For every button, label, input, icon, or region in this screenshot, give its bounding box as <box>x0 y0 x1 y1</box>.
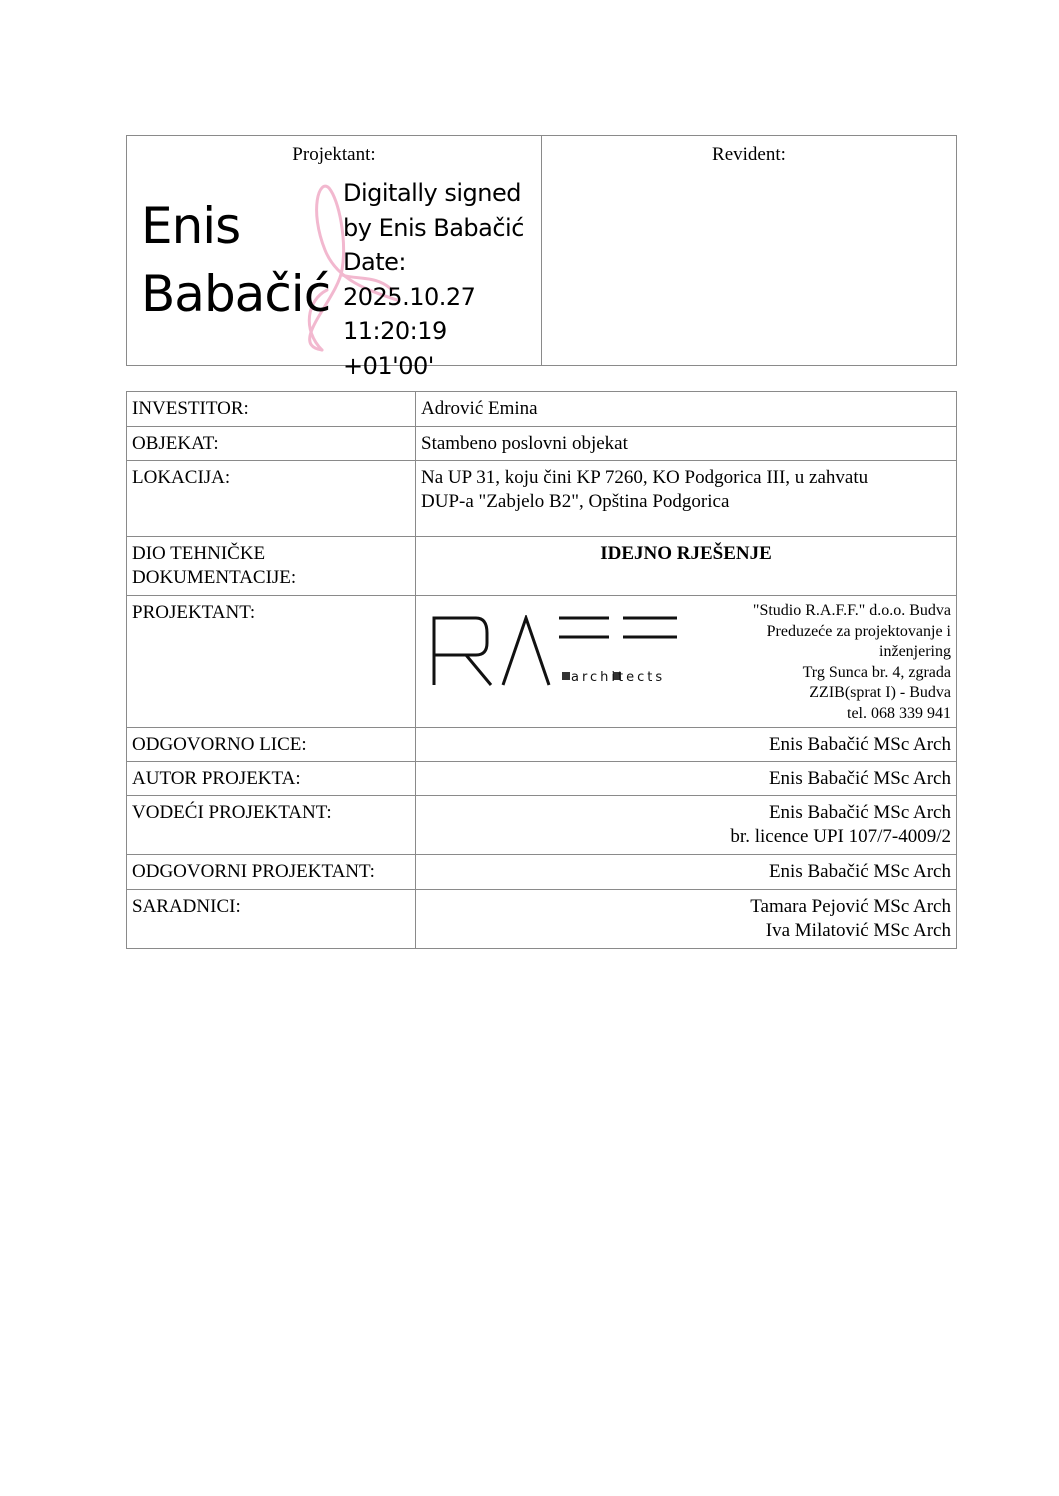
signature-line: Date: <box>343 248 406 276</box>
company-line: ZZIB(sprat I) - Budva <box>809 684 951 701</box>
label-investitor: INVESTITOR: <box>127 392 416 427</box>
table-row-investitor <box>127 392 957 427</box>
table-row-vodeci <box>127 796 957 855</box>
label-odgovorno-lice: ODGOVORNO LICE: <box>127 728 416 762</box>
table-row-objekat <box>127 427 957 461</box>
label-projektant: PROJEKTANT: <box>127 596 416 728</box>
value-vodeci-line2: br. licence UPI 107/7-4009/2 <box>730 826 951 847</box>
label-objekat: OBJEKAT: <box>127 427 416 461</box>
company-line: Trg Sunca br. 4, zgrada <box>802 663 951 681</box>
value-objekat: Stambeno poslovni objekat <box>416 427 957 461</box>
company-line: "Studio R.A.F.F." d.o.o. Budva <box>752 602 951 619</box>
label-odgovorni: ODGOVORNI PROJEKTANT: <box>127 855 416 890</box>
table-row-projektant <box>127 596 957 728</box>
logo-sub: architects <box>571 670 666 685</box>
value-lokacija <box>416 461 957 537</box>
designer-signature-cell <box>127 136 542 380</box>
label-dio <box>127 537 416 596</box>
signature-details <box>343 176 541 383</box>
value-odgovorni: Enis Babačić MSc Arch <box>416 855 957 890</box>
signature-line: 11:20:19 +01'00' <box>343 317 447 380</box>
value-saradnici <box>416 890 957 949</box>
value-lokacija-line1: Na UP 31, koju čini KP 7260, KO Podgorica III, u zahvatu <box>421 467 869 488</box>
signature-line: by Enis Babačić <box>343 213 524 242</box>
signer-name <box>141 192 330 328</box>
label-autor: AUTOR PROJEKTA: <box>127 762 416 796</box>
designer-heading: Projektant: <box>292 144 376 165</box>
value-projektant <box>416 596 957 728</box>
company-line: tel. 068 339 941 <box>847 704 951 722</box>
label-dio-line1: DIO TEHNIČKE <box>132 543 266 564</box>
value-investitor: Adrović Emina <box>416 392 957 427</box>
value-saradnici-line2: Iva Milatović MSc Arch <box>765 920 951 941</box>
project-info-table <box>126 391 957 949</box>
value-lokacija-line2: DUP-a "Zabjelo B2", Opština Podgorica <box>421 491 730 512</box>
signer-name-line1: Enis <box>141 197 241 255</box>
label-vodeci: VODEĆI PROJEKTANT: <box>127 796 416 855</box>
table-row-saradnici <box>127 890 957 949</box>
signer-name-line2: Babačić <box>141 265 331 323</box>
company-line: Preduzeće za projektovanje i <box>766 622 951 640</box>
value-autor: Enis Babačić MSc Arch <box>416 762 957 796</box>
value-saradnici-line1: Tamara Pejović MSc Arch <box>750 896 951 917</box>
table-row-odgovorni <box>127 855 957 890</box>
value-vodeci <box>416 796 957 855</box>
label-lokacija: LOKACIJA: <box>127 461 416 537</box>
table-row-autor <box>127 762 957 796</box>
table-row-odgovorno-lice <box>127 728 957 762</box>
value-dio: IDEJNO RJEŠENJE <box>416 537 957 596</box>
value-odgovorno-lice: Enis Babačić MSc Arch <box>416 728 957 762</box>
signature-box <box>126 135 957 380</box>
signature-line: Digitally signed <box>343 179 521 207</box>
reviewer-signature-cell <box>542 136 956 365</box>
value-vodeci-line1: Enis Babačić MSc Arch <box>768 802 951 823</box>
signature-line: 2025.10.27 <box>343 282 476 311</box>
table-row-dio <box>127 537 957 596</box>
company-line: inženjering <box>879 643 951 660</box>
label-dio-line2: DOKUMENTACIJE: <box>132 567 297 588</box>
table-row-lokacija <box>127 461 957 537</box>
label-saradnici: SARADNICI: <box>127 890 416 949</box>
raff-architects-logo <box>431 615 681 687</box>
reviewer-heading: Revident: <box>712 144 786 165</box>
